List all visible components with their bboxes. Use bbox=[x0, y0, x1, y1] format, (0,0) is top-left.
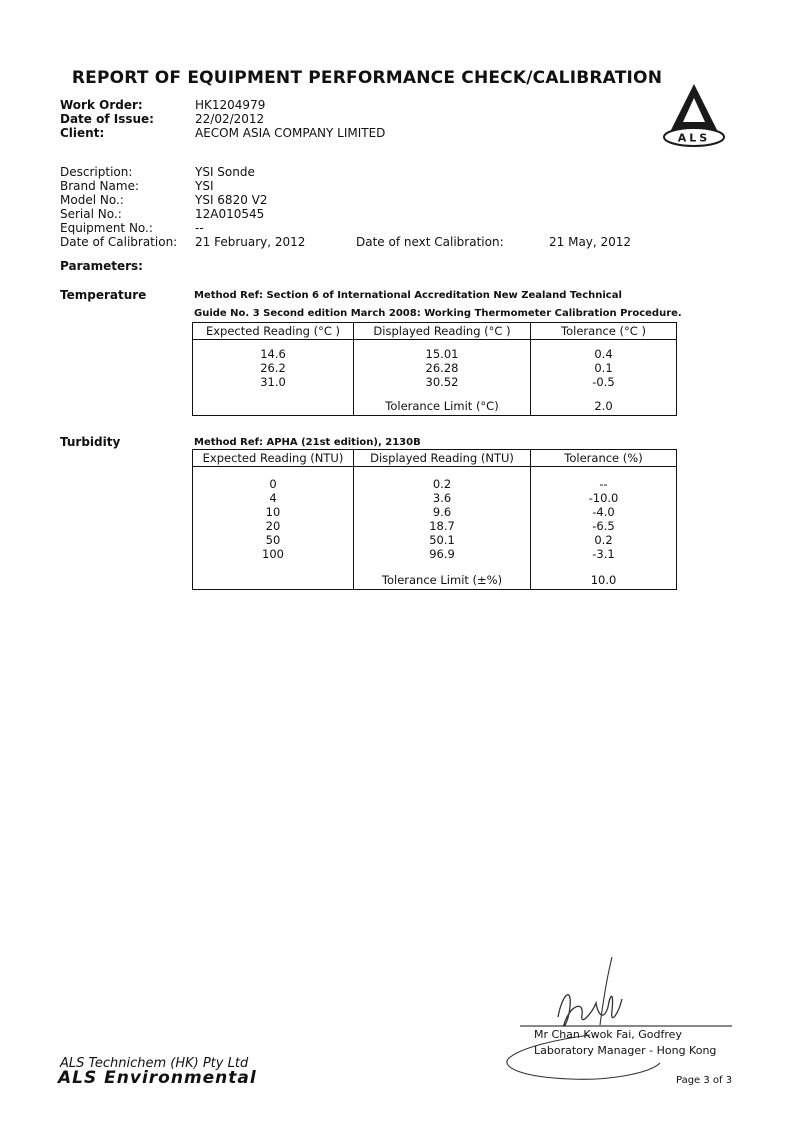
turbidity-section-title: Turbidity bbox=[60, 435, 121, 449]
footer-company: ALS Technichem (HK) Pty Ltd bbox=[60, 1056, 249, 1071]
date-of-issue-value: 22/02/2012 bbox=[195, 112, 265, 126]
temperature-method-line1: Method Ref: Section 6 of International Accreditation New Zealand Technical bbox=[194, 290, 622, 301]
expected-cell: 31.0 bbox=[193, 375, 354, 389]
table-row bbox=[193, 505, 677, 519]
tolerance-limit-value: 2.0 bbox=[531, 397, 677, 416]
temperature-method-line2: Guide No. 3 Second edition March 2008: Working Thermometer Calibration Procedure. bbox=[194, 308, 682, 319]
table-row bbox=[193, 347, 677, 361]
client-label: Client: bbox=[60, 126, 105, 140]
calibration-date-label: Date of Calibration: bbox=[60, 235, 178, 249]
table-row bbox=[193, 547, 677, 561]
expected-cell: 20 bbox=[193, 519, 354, 533]
turbidity-table bbox=[192, 449, 677, 590]
signatory-title: Laboratory Manager - Hong Kong bbox=[534, 1044, 717, 1057]
equipment-no-label: Equipment No.: bbox=[60, 221, 153, 235]
brand-value: YSI bbox=[195, 179, 214, 193]
column-header: Displayed Reading (°C ) bbox=[354, 323, 531, 340]
date-of-issue-label: Date of Issue: bbox=[60, 112, 154, 126]
table-spacer-row bbox=[193, 561, 677, 571]
tolerance-limit-value: 10.0 bbox=[531, 571, 677, 590]
tolerance-cell: -6.5 bbox=[531, 519, 677, 533]
als-logo-icon bbox=[661, 82, 727, 150]
work-order-label: Work Order: bbox=[60, 98, 143, 112]
expected-cell: 10 bbox=[193, 505, 354, 519]
table-row bbox=[193, 375, 677, 389]
signatory-name: Mr Chan Kwok Fai, Godfrey bbox=[534, 1028, 682, 1041]
tolerance-cell: -3.1 bbox=[531, 547, 677, 561]
logo-text: ALS bbox=[677, 131, 711, 145]
tolerance-cell: -0.5 bbox=[531, 375, 677, 389]
description-value: YSI Sonde bbox=[195, 165, 255, 179]
table-row bbox=[193, 477, 677, 491]
displayed-cell: 0.2 bbox=[354, 477, 531, 491]
displayed-cell: 9.6 bbox=[354, 505, 531, 519]
expected-cell: 4 bbox=[193, 491, 354, 505]
table-row bbox=[193, 361, 677, 375]
table-spacer-row bbox=[193, 389, 677, 397]
displayed-cell: 26.28 bbox=[354, 361, 531, 375]
displayed-cell: 18.7 bbox=[354, 519, 531, 533]
column-header: Displayed Reading (NTU) bbox=[354, 450, 531, 467]
description-label: Description: bbox=[60, 165, 133, 179]
table-row bbox=[193, 491, 677, 505]
column-header: Expected Reading (NTU) bbox=[193, 450, 354, 467]
next-calibration-label: Date of next Calibration: bbox=[356, 235, 504, 249]
tolerance-limit-row bbox=[193, 397, 677, 416]
parameters-label: Parameters: bbox=[60, 259, 143, 273]
table-spacer-row bbox=[193, 467, 677, 478]
temperature-table bbox=[192, 322, 677, 416]
report-title: REPORT OF EQUIPMENT PERFORMANCE CHECK/CALIBRATION bbox=[71, 68, 663, 88]
displayed-cell: 30.52 bbox=[354, 375, 531, 389]
model-value: YSI 6820 V2 bbox=[195, 193, 268, 207]
table-header-row bbox=[193, 323, 677, 340]
serial-label: Serial No.: bbox=[60, 207, 122, 221]
table-header-row bbox=[193, 450, 677, 467]
expected-cell: 26.2 bbox=[193, 361, 354, 375]
equipment-no-value: -- bbox=[195, 221, 204, 235]
expected-cell: 50 bbox=[193, 533, 354, 547]
column-header: Tolerance (%) bbox=[531, 450, 677, 467]
tolerance-cell: -4.0 bbox=[531, 505, 677, 519]
model-label: Model No.: bbox=[60, 193, 124, 207]
calibration-date-value: 21 February, 2012 bbox=[195, 235, 306, 249]
column-header: Tolerance (°C ) bbox=[531, 323, 677, 340]
expected-cell: 14.6 bbox=[193, 347, 354, 361]
displayed-cell: 3.6 bbox=[354, 491, 531, 505]
table-row bbox=[193, 519, 677, 533]
tolerance-cell: 0.1 bbox=[531, 361, 677, 375]
temperature-section-title: Temperature bbox=[60, 288, 147, 302]
table-spacer-row bbox=[193, 340, 677, 348]
column-header: Expected Reading (°C ) bbox=[193, 323, 354, 340]
tolerance-cell: 0.4 bbox=[531, 347, 677, 361]
page-number: Page 3 of 3 bbox=[676, 1075, 733, 1086]
brand-label: Brand Name: bbox=[60, 179, 140, 193]
displayed-cell: 50.1 bbox=[354, 533, 531, 547]
expected-cell: 0 bbox=[193, 477, 354, 491]
tolerance-cell: 0.2 bbox=[531, 533, 677, 547]
client-value: AECOM ASIA COMPANY LIMITED bbox=[195, 126, 386, 140]
signature-icon bbox=[500, 955, 740, 1085]
tolerance-cell: -- bbox=[531, 477, 677, 491]
displayed-cell: 96.9 bbox=[354, 547, 531, 561]
expected-cell: 100 bbox=[193, 547, 354, 561]
table-row bbox=[193, 533, 677, 547]
footer-brand: ALS Environmental bbox=[58, 1068, 257, 1088]
tolerance-limit-row bbox=[193, 571, 677, 590]
tolerance-limit-label: Tolerance Limit (°C) bbox=[354, 397, 531, 416]
next-calibration-value: 21 May, 2012 bbox=[549, 235, 632, 249]
tolerance-limit-label: Tolerance Limit (±%) bbox=[354, 571, 531, 590]
work-order-value: HK1204979 bbox=[195, 98, 266, 112]
turbidity-method-line1: Method Ref: APHA (21st edition), 2130B bbox=[194, 437, 421, 448]
tolerance-cell: -10.0 bbox=[531, 491, 677, 505]
displayed-cell: 15.01 bbox=[354, 347, 531, 361]
serial-value: 12A010545 bbox=[195, 207, 265, 221]
